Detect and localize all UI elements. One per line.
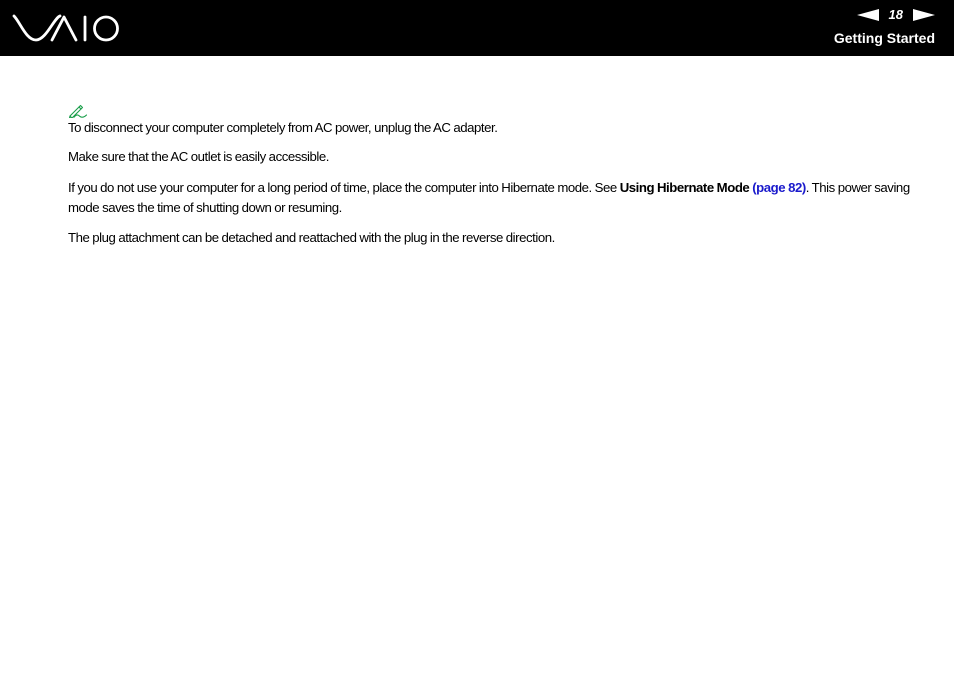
paragraph-hibernate-after: . This power saving mode saves the time of shutting down or resuming. <box>68 180 910 215</box>
hibernate-mode-reference: Using Hibernate Mode <box>619 180 750 195</box>
note-text: To disconnect your computer completely from AC power, unplug the AC adapter. <box>68 120 498 135</box>
pencil-note-icon <box>68 104 88 118</box>
page-navigation <box>857 7 935 23</box>
section-title: Getting Started <box>833 30 935 46</box>
prev-page-icon[interactable] <box>857 9 879 21</box>
paragraph-plug: The plug attachment can be detached and reattached with the plug in the reverse direction. <box>68 230 555 245</box>
paragraph-outlet: Make sure that the AC outlet is easily accessible. <box>68 149 329 164</box>
page-number: 18 <box>888 7 903 22</box>
paragraph-hibernate <box>68 178 918 218</box>
next-page-icon[interactable] <box>913 9 935 21</box>
page-header <box>0 0 954 56</box>
page-82-link[interactable]: (page 82) <box>752 180 806 195</box>
paragraph-hibernate-before: If you do not use your computer for a long period of time, place the computer into Hibernate mode. See <box>68 180 620 195</box>
vaio-logo-icon <box>12 14 122 44</box>
page-content <box>68 104 918 248</box>
